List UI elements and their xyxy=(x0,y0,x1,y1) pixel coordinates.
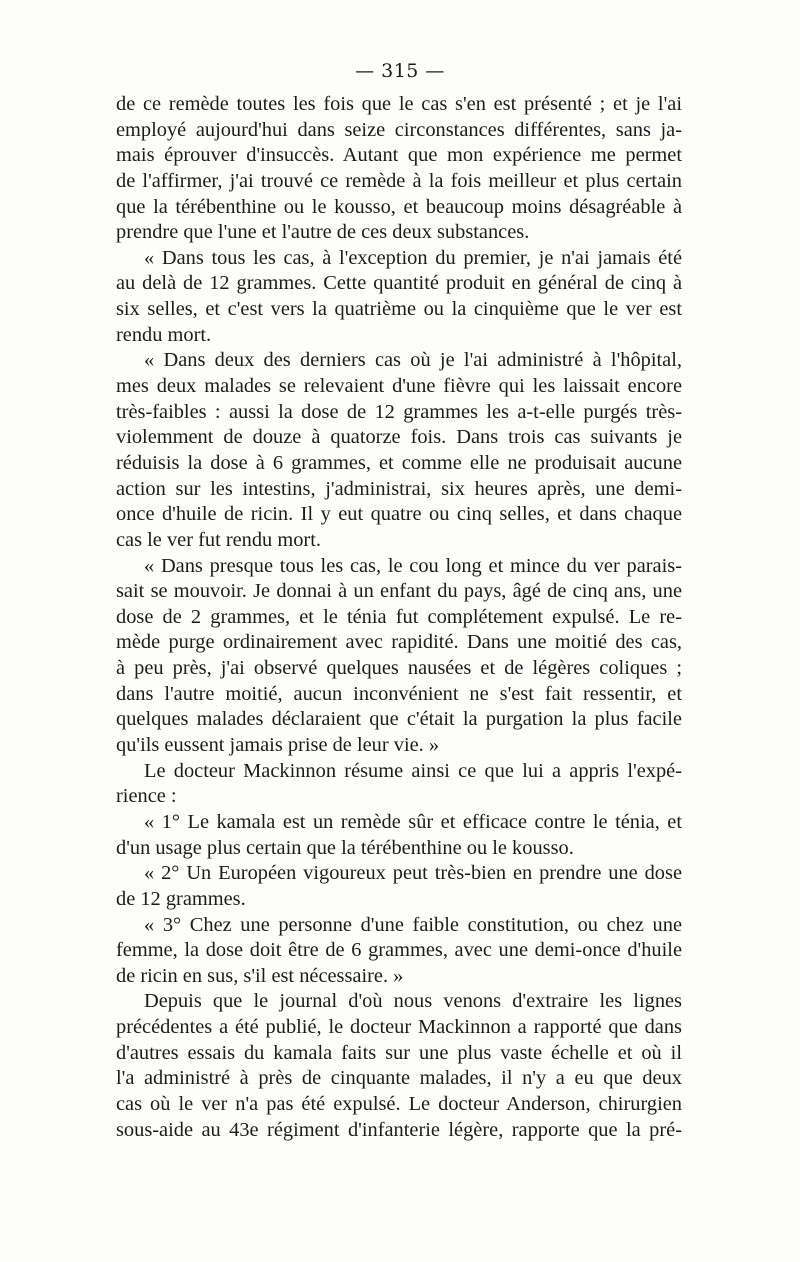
text-line: de ricin en sus, s'il est nécessaire. » xyxy=(116,964,404,987)
text-line: l'a administré à près de cinquante malades, il n'y a eu que deux xyxy=(116,1067,682,1090)
text-line: prendre que l'une et l'autre de ces deux substances. xyxy=(116,221,530,244)
text-line: « Dans presque tous les cas, le cou long et mince du ver parais- xyxy=(144,554,682,577)
text-line: précédentes a été publié, le docteur Mackinnon a rapporté que dans xyxy=(116,1016,682,1039)
text-line: femme, la dose doit être de 6 grammes, avec une demi-once d'huile xyxy=(116,939,682,962)
text-line: de 12 grammes. xyxy=(116,887,246,910)
text-line: au delà de 12 grammes. Cette quantité produit en général de cinq à xyxy=(116,272,682,295)
text-line: cas le ver fut rendu mort. xyxy=(116,528,321,551)
text-line: dose de 2 grammes, et le ténia fut complétement expulsé. Le re- xyxy=(116,605,682,628)
text-line: de ce remède toutes les fois que le cas s'en est présenté ; et je l'ai xyxy=(116,93,682,115)
text-line: sait se mouvoir. Je donnai à un enfant du pays, âgé de cinq ans, une xyxy=(116,580,682,603)
text-line: « Dans tous les cas, à l'exception du premier, je n'ai jamais été xyxy=(144,246,682,269)
text-line: sous-aide au 43e régiment d'infanterie légère, rapporte que la pré- xyxy=(116,1118,682,1141)
text-line: d'un usage plus certain que la térébenthine ou le kousso. xyxy=(116,836,574,859)
text-line: d'autres essais du kamala faits sur une plus vaste échelle et où il xyxy=(116,1041,682,1064)
text-line: quelques malades déclaraient que c'était la purgation la plus facile xyxy=(116,708,682,731)
text-line: mais éprouver d'insuccès. Autant que mon expérience me permet xyxy=(116,144,682,167)
page-number: — 315 — xyxy=(355,60,445,82)
text-line: réduisis la dose à 6 grammes, et comme elle ne produisait aucune xyxy=(116,451,682,474)
text-line: « 1° Le kamala est un remède sûr et efficace contre le ténia, et xyxy=(144,810,682,833)
text-line: « Dans deux des derniers cas où je l'ai administré à l'hôpital, xyxy=(144,349,682,372)
body-text xyxy=(116,92,682,1143)
text-line: rendu mort. xyxy=(116,323,212,346)
text-line: cas où le ver n'a pas été expulsé. Le docteur Anderson, chirurgien xyxy=(116,1092,682,1115)
text-line: très-faibles : aussi la dose de 12 grammes les a-t-elle purgés très- xyxy=(116,400,682,423)
text-line: de l'affirmer, j'ai trouvé ce remède à la fois meilleur et plus certain xyxy=(116,169,682,192)
text-line: once d'huile de ricin. Il y eut quatre ou cinq selles, et dans chaque xyxy=(116,503,682,526)
text-line: employé aujourd'hui dans seize circonstances différentes, sans ja- xyxy=(116,118,682,141)
text-line: mède purge ordinairement avec rapidité. Dans une moitié des cas, xyxy=(116,631,682,654)
text-line: rience : xyxy=(116,785,177,808)
text-line: qu'ils eussent jamais prise de leur vie. » xyxy=(116,734,440,757)
text-line: « 2° Un Européen vigoureux peut très-bien en prendre une dose xyxy=(144,862,682,885)
text-line: « 3° Chez une personne d'une faible constitution, ou chez une xyxy=(144,913,682,936)
text-line: action sur les intestins, j'administrai, six heures après, une demi- xyxy=(116,477,682,500)
text-line: dans l'autre moitié, aucun inconvénient ne s'est fait ressentir, et xyxy=(116,682,682,705)
text-line: six selles, et c'est vers la quatrième ou la cinquième que le ver est xyxy=(116,298,682,321)
text-line: Le docteur Mackinnon résume ainsi ce que lui a appris l'expé- xyxy=(144,759,682,782)
text-line: que la térébenthine ou le kousso, et beaucoup moins désagréable à xyxy=(116,195,682,218)
text-line: Depuis que le journal d'où nous venons d'extraire les lignes xyxy=(144,990,682,1013)
text-line: à peu près, j'ai observé quelques nausées et de légères coliques ; xyxy=(116,657,682,680)
text-line: mes deux malades se relevaient d'une fièvre qui les laissait encore xyxy=(116,375,682,398)
text-line: violemment de douze à quatorze fois. Dans trois cas suivants je xyxy=(116,426,682,449)
